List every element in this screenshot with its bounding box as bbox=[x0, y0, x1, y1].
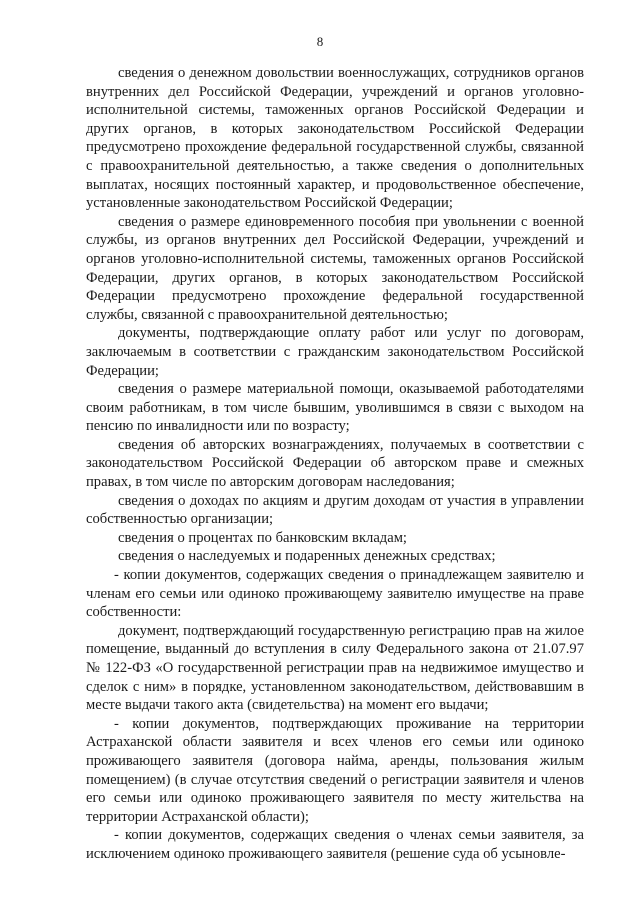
paragraph-salary-info: сведения о денежном довольствии военнослужащих, сотрудников органов внутренних дел Российской Федерации, учреждений и органов уголовно-исполнительной системы, таможенных органов Российской Федерации и других органов, в которых законодательством Российской Федерации предусмотрено прохождение федеральной государственной службы, связанной с правоохранительной деятельностью, а также сведения о дополнительных выплатах, носящих постоянный характер, и продовольственное обеспечение, установленные законодательством Российской Федерации; bbox=[86, 65, 584, 212]
paragraph-share-income: сведения о доходах по акциям и другим доходам от участия в управлении собственностью организации; bbox=[86, 492, 584, 528]
paragraph-contract-payments: документы, подтверждающие оплату работ или услуг по договорам, заключаемым в соответствии с гражданским законодательством Российской Федерации; bbox=[86, 325, 584, 379]
paragraph-residence-documents: - копии документов, подтверждающих проживание на территории Астраханской области заявителя и всех членов его семьи или одиноко проживающего заявителя (договора найма, аренды, пользования жилым помещением) (в случае отсутствия сведений о регистрации заявителя и членов его семьи или одиноко проживающего заявителя по месту жительства на территории Астраханской области); bbox=[86, 715, 584, 825]
paragraph-registration-document: документ, подтверждающий государственную регистрацию прав на жилое помещение, выданный до вступления в силу Федерального закона от 21.07.97 № 122-ФЗ «О государственной регистрации прав на недвижимое имущество и сделок с ним» в порядке, установленном законодательством, действовавшим в месте выдачи такого акта (свидетельства) на момент его выдачи; bbox=[86, 622, 584, 714]
paragraph-severance-info: сведения о размере единовременного пособия при увольнении с военной службы, из органов внутренних дел Российской Федерации, учреждений и органов уголовно-исполнительной системы, таможенных органов Российской Федерации, других органов, в которых законодательством Российской Федерации предусмотрено прохождение федеральной государственной службы, связанной с правоохранительной деятельностью; bbox=[86, 213, 584, 323]
paragraph-material-aid: сведения о размере материальной помощи, оказываемой работодателями своим работникам, в том числе бывшим, уволившимся в связи с выходом на пенсию по инвалидности или по возрасту; bbox=[86, 381, 584, 435]
document-body bbox=[86, 64, 584, 864]
paragraph-bank-interest: сведения о процентах по банковским вкладам; bbox=[118, 529, 407, 546]
paragraph-inherited-funds: сведения о наследуемых и подаренных денежных средствах; bbox=[118, 548, 496, 565]
paragraph-author-fees: сведения об авторских вознаграждениях, получаемых в соответствии с законодательством Российской Федерации об авторском праве и смежных правах, в том числе по авторским договорам наследования; bbox=[86, 436, 584, 491]
paragraph-family-documents: - копии документов, содержащих сведения о членах семьи заявителя, за исключением одиноко проживающего заявителя (решение суда об усыновле- bbox=[86, 827, 584, 862]
page-number: 8 bbox=[316, 34, 324, 49]
paragraph-property-documents: - копии документов, содержащих сведения о принадлежащем заявителю и членам его семьи или одиноко проживающему заявителю имуществе на праве собственности: bbox=[86, 567, 584, 621]
